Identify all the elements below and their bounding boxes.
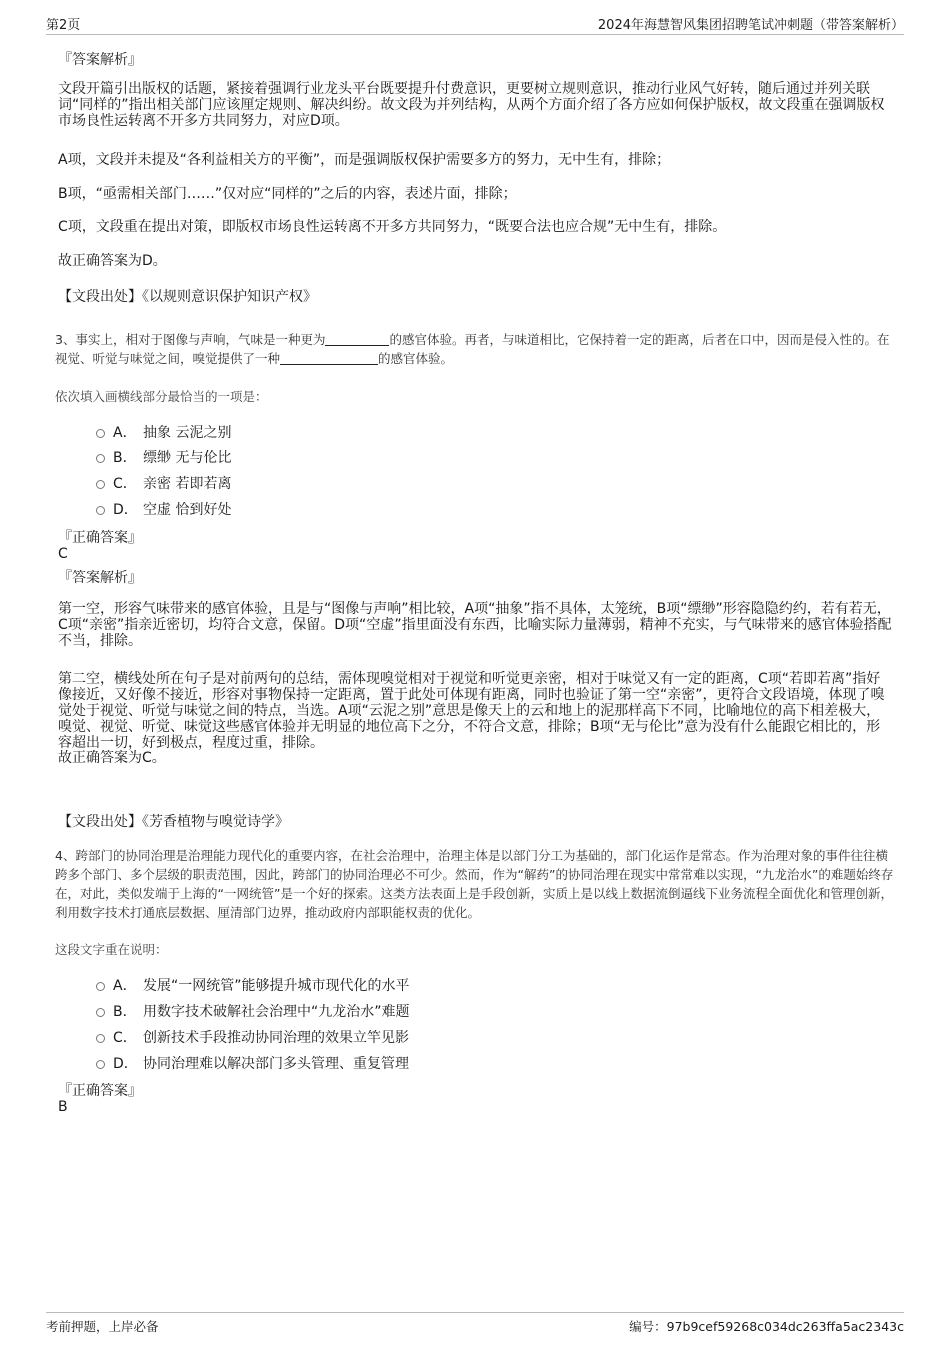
q4-question-text: 4、跨部门的协同治理是治理能力现代化的重要内容，在社会治理中，治理主体是以部门分工为基础的，部门化运作是常态。作为治理对象的事件往往横跨多个部门、多个层级的职责范围，因此，跨部门的协同治理必不可少。然而，作为“解药”的协同治理在现实中常常难以实现，“九龙治水”的难题始终存在，对此，类似发端于上海的“一网统管”是一个好的探索。这类方法表面上是手段创新，实质上是以线上数据流倒逼线下业务流程全面优化和管理创新，利用数字技术打通底层数据、厘清部门边界，推动政府内部职能权责的优化。 bbox=[55, 848, 894, 920]
q3-text-part: 的感官体验。再者，与味道相比，它保持着一定的距离，后者在口中，因而是侵入性的。在视觉、听觉与味觉之间，嗅觉提供了一种 bbox=[55, 332, 890, 366]
option-letter: A． bbox=[113, 425, 137, 441]
page-header bbox=[46, 14, 904, 35]
q4-answer: B bbox=[58, 1099, 68, 1115]
q3-answer-statement: 故正确答案为C。 bbox=[58, 750, 166, 766]
page-number: 第2页 bbox=[46, 18, 81, 33]
option-letter: C． bbox=[113, 476, 137, 492]
q3-answer-label: 『正确答案』 bbox=[58, 530, 142, 546]
option-letter: B． bbox=[113, 450, 137, 466]
option-letter: D． bbox=[113, 502, 138, 518]
q4-option-d[interactable] bbox=[96, 1053, 409, 1073]
option-text: 抽象 云泥之别 bbox=[143, 425, 232, 441]
document-title: 2024年海慧智风集团招聘笔试冲刺题（带答案解析） bbox=[597, 18, 904, 33]
q3-analysis-paragraph: 第二空，横线处所在句子是对前两句的总结，需体现嗅觉相对于视觉和听觉更亲密，相对于味觉又有一定的距离，C项“若即若离”指好像接近，又好像不接近，形容对事物保持一定距离，置于此处可体现有距离，同时也验证了第一空“亲密”，更符合文段语境，体现了嗅觉处于视觉、听觉与味觉之间的特点，当选。A项“云泥之别”意思是像天上的云和地上的泥那样高下不同，比喻地位的高下相差极大，嗅觉、视觉、听觉、味觉这些感官体验并无明显的地位高下之分，不符合文意，排除；B项“无与伦比”意为没有什么能跟它相比的，形容超出一切，好到极点，程度过重，排除。 bbox=[58, 671, 885, 751]
option-letter: B． bbox=[113, 1004, 137, 1020]
q4-option-c[interactable] bbox=[96, 1027, 409, 1047]
option-letter: C． bbox=[113, 1030, 137, 1046]
q3-option-a[interactable] bbox=[96, 422, 231, 442]
q3-option-d[interactable] bbox=[96, 499, 231, 519]
footer-slogan: 考前押题，上岸必备 bbox=[46, 1319, 159, 1334]
radio-icon[interactable] bbox=[96, 429, 105, 438]
q2-analysis-paragraph: B项，“亟需相关部门……”仅对应“同样的”之后的内容，表述片面，排除； bbox=[58, 186, 517, 202]
document-id: 编号：97b9cef59268c034dc263ffa5ac2343c bbox=[629, 1319, 904, 1334]
q3-prompt: 依次填入画横线部分最恰当的一项是： bbox=[55, 389, 268, 404]
radio-icon[interactable] bbox=[96, 506, 105, 515]
option-letter: D． bbox=[113, 1056, 138, 1072]
radio-icon[interactable] bbox=[96, 480, 105, 489]
option-text: 空虚 恰到好处 bbox=[143, 502, 232, 518]
option-text: 缥缈 无与伦比 bbox=[143, 450, 232, 466]
option-text: 创新技术手段推动协同治理的效果立竿见影 bbox=[143, 1030, 409, 1046]
q3-option-c[interactable] bbox=[96, 473, 231, 493]
q4-option-b[interactable] bbox=[96, 1001, 410, 1021]
q2-answer-statement: 故正确答案为D。 bbox=[58, 253, 167, 269]
q4-answer-label: 『正确答案』 bbox=[58, 1083, 142, 1099]
q3-option-b[interactable] bbox=[96, 447, 231, 467]
option-text: 用数字技术破解社会治理中“九龙治水”难题 bbox=[143, 1004, 410, 1020]
q3-source: 【文段出处】《芳香植物与嗅觉诗学》 bbox=[58, 814, 289, 830]
q3-text-part: 3、事实上，相对于图像与声响，气味是一种更为 bbox=[55, 332, 326, 347]
q3-blank-2 bbox=[280, 352, 378, 365]
option-text: 亲密 若即若离 bbox=[143, 476, 232, 492]
radio-icon[interactable] bbox=[96, 1034, 105, 1043]
radio-icon[interactable] bbox=[96, 454, 105, 463]
radio-icon[interactable] bbox=[96, 1060, 105, 1069]
q2-source: 【文段出处】《以规则意识保护知识产权》 bbox=[58, 289, 317, 305]
option-text: 发展“一网统管”能够提升城市现代化的水平 bbox=[143, 978, 410, 994]
q2-analysis-label: 『答案解析』 bbox=[58, 52, 142, 68]
q3-analysis-label: 『答案解析』 bbox=[58, 570, 142, 586]
q3-answer: C bbox=[58, 546, 68, 562]
radio-icon[interactable] bbox=[96, 982, 105, 991]
q3-text-part: 的感官体验。 bbox=[378, 351, 454, 366]
option-text: 协同治理难以解决部门多头管理、重复管理 bbox=[143, 1056, 409, 1072]
radio-icon[interactable] bbox=[96, 1008, 105, 1017]
q4-option-a[interactable] bbox=[96, 975, 410, 995]
page-footer bbox=[46, 1312, 904, 1335]
option-letter: A． bbox=[113, 978, 137, 994]
q2-analysis-paragraph: C项，文段重在提出对策，即版权市场良性运转离不开多方共同努力，“既要合法也应合规”无中生有，排除。 bbox=[58, 219, 727, 235]
q2-analysis-paragraph: 文段开篇引出版权的话题，紧接着强调行业龙头平台既要提升付费意识，更要树立规则意识，推动行业风气好转，随后通过并列关联词“同样的”指出相关部门应该厘定规则、解决纠纷。故文段为并列结构，从两个方面介绍了各方应如何保护版权，故文段重在强调版权市场良性运转离不开多方共同努力，对应D项。 bbox=[58, 81, 885, 129]
q3-question-text bbox=[55, 330, 898, 368]
q4-prompt: 这段文字重在说明： bbox=[55, 942, 168, 957]
q2-analysis-paragraph: A项，文段并未提及“各利益相关方的平衡”，而是强调版权保护需要多方的努力，无中生有，排除； bbox=[58, 152, 671, 168]
q3-blank-1 bbox=[325, 333, 389, 346]
q3-analysis-paragraph: 第一空，形容气味带来的感官体验，且是与“图像与声响”相比较，A项“抽象”指不具体，太笼统，B项“缥缈”形容隐隐约约，若有若无，C项“亲密”指亲近密切，均符合文意，保留。D项“空虚”指里面没有东西，比喻实际力量薄弱，精神不充实，与气味带来的感官体验搭配不当，排除。 bbox=[58, 601, 892, 649]
